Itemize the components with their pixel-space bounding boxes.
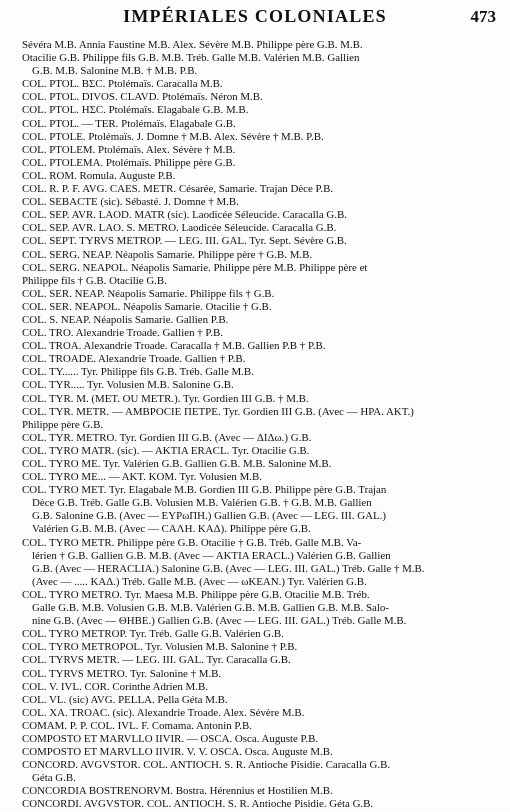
text-line: COL. PTOLE. Ptolémaïs. J. Domne † M.B. Alex. Sévère † M.B. P.B.: [22, 130, 324, 143]
text-line: nine G.B. (Avec — ΘHBE.) Gallien G.B. (Avec — LEG. III. GAL.) Tréb. Galle M.B.: [32, 615, 407, 628]
text-line: Galle G.B. M.B. Volusien G.B. M.B. Valérien G.B. M.B. Gallien G.B. M.B. Salo-: [32, 602, 389, 615]
text-line: Sévéra M.B. Annia Faustine M.B. Alex. Sévère M.B. Philippe père G.B. M.B.: [22, 39, 363, 51]
text-line: COL. PTOL. — TER. Ptolémaïs. Elagabale G.B.: [22, 117, 236, 130]
text-line: COL. PTOL. BΣC. Ptolémaïs. Caracalla M.B.: [22, 78, 223, 91]
text-line: COL. TYR. METRO. Tyr. Gordien III G.B. (Avec — ΔIΔω.) G.B.: [22, 431, 312, 444]
text-line: COL. R. P. F. AVG. CAES. METR. Césarée, Samarie. Trajan Dèce P.B.: [22, 183, 334, 196]
text-line: COL. TYRO ME... — AKT. KOM. Tyr. Volusien M.B.: [22, 471, 262, 484]
text-line: COL. TYR..... Tyr. Volusien M.B. Salonine G.B.: [22, 379, 234, 392]
text-line: COL. TYRO METROP. Tyr. Tréb. Galle G.B. Valérien G.B.: [22, 628, 284, 641]
text-line: COL. PTOLEM. Ptolémaïs. Alex. Sévère † M.B.: [22, 143, 236, 156]
text-line: G.B. Salonine G.B. (Avec — EYPωΠH.) Gallien G.B. (Avec — LEG. III. GAL.): [32, 510, 386, 523]
text-line: COL. SER. NEAP. Néapolis Samarie. Philippe fils † G.B.: [22, 287, 275, 300]
text-line: (Avec — ..... KAΔ.) Tréb. Galle M.B. (Avec — ωKEAN.) Tyr. Valérien G.B.: [32, 575, 367, 588]
text-line: COL. SER. NEAPOL. Néapolis Samarie. Otacilie † G.B.: [22, 300, 272, 313]
text-line: COL. PTOL. HΣC. Ptolémaïs. Elagabale G.B. M.B.: [22, 104, 249, 117]
text-line: COL. S. NEAP. Néapolis Samarie. Gallien P.B.: [22, 313, 229, 326]
text-line: Géta G.B.: [32, 772, 76, 785]
page-header: [0, 6, 510, 32]
text-line: COMPOSTO ET MARVLLO IIVIR. — OSCA. Osca. Auguste P.B.: [22, 732, 319, 745]
text-line: G.B. M.B. Salonine M.B. † M.B. P.B.: [32, 65, 198, 78]
text-line: COL. SEP. AVR. LAO. S. METRO. Laodicée Séleucide. Caracalla G.B.: [22, 222, 337, 235]
text-line: COL. TROADE. Alexandrie Troade. Gallien † P.B.: [22, 353, 246, 366]
page-number: 473: [470, 7, 496, 26]
text-line: CONCORDI. AVGVSTOR. COL. ANTIOCH. S. R. Antioche Pisidie. Géta G.B.: [22, 798, 374, 811]
text-line: COL. V. IVL. COR. Corinthe Adrien M.B.: [22, 680, 208, 693]
text-line: COL. PTOL. DIVOS. CLAVD. Ptolémaïs. Néron M.B.: [22, 91, 263, 104]
text-line: COL. SEPT. TYRVS METROP. — LEG. III. GAL. Tyr. Sept. Sévère G.B.: [22, 235, 347, 248]
text-line: COL. SEBACTE (sic). Sébasté. J. Domne † M.B.: [22, 196, 239, 209]
text-line: COL. TYRO METROPOL. Tyr. Volusien M.B. Salonine † P.B.: [22, 641, 298, 654]
text-line: COL. VL. (sic) AVG. PELLA. Pella Géta M.B.: [22, 693, 228, 706]
text-line: COL. TYRO MET. Tyr. Elagabale M.B. Gordien III G.B. Philippe père G.B. Trajan: [22, 484, 387, 497]
text-line: COMAM. P. P. COL. IVL. F. Comama. Antonin P.B.: [22, 719, 252, 732]
text-line: COL. TYRO MATR. (sic). — AKTIA ERACL. Tyr. Otacilie G.B.: [22, 444, 310, 457]
text-line: COMPOSTO ET MARVLLO IIVIR. V. V. OSCA. Osca. Auguste M.B.: [22, 746, 333, 759]
text-line: Otacilie G.B. Philippe fils G.B. M.B. Tréb. Galle M.B. Valérien M.B. Gallien: [22, 52, 360, 65]
text-line: Philippe père G.B.: [22, 418, 104, 431]
text-line: COL. TYR. METR. — AMBPOCIE ПETPE. Tyr. Gordien III G.B. (Avec — HPA. AKT.): [22, 405, 414, 418]
text-line: Philippe fils † G.B. Otacilie G.B.: [22, 274, 167, 287]
text-line: COL. SEP. AVR. LAOD. MATR (sic). Laodicée Séleucide. Caracalla G.B.: [22, 209, 347, 222]
text-line: Dèce G.B. Tréb. Galle G.B. Volusien M.B. Valérien G.B. † G.B. M.B. Gallien: [32, 497, 372, 510]
text-line: COL. TYRVS METRO. Tyr. Salonine † M.B.: [22, 667, 222, 680]
text-line: COL. XA. TROAC. (sic). Alexandrie Troade. Alex. Sévère M.B.: [22, 706, 305, 719]
text-line: G.B. (Avec — HERACLIA.) Salonine G.B. (Avec — LEG. III. GAL.) Tréb. Galle † M.B.: [32, 562, 425, 575]
text-body: [22, 39, 504, 812]
text-line: COL. TRO. Alexandrie Troade. Gallien † P.B.: [22, 327, 223, 340]
text-line: COL. SERG. NEAPOL. Néapolis Samarie. Philippe père M.B. Philippe père et: [22, 261, 368, 274]
text-line: COL. ROM. Romula. Auguste P.B.: [22, 169, 176, 182]
text-line: CONCORDIA BOSTRENORVM. Bostra. Hérennius et Hostilien M.B.: [22, 785, 333, 798]
text-line: COL. SERG. NEAP. Néapolis Samarie. Philippe père † G.B. M.B.: [22, 248, 313, 261]
text-line: COL. PTOLEMA. Ptolémaïs. Philippe père G.B.: [22, 156, 236, 169]
text-line: CONCORD. AVGVSTOR. COL. ANTIOCH. S. R. Antioche Pisidie. Caracalla G.B.: [22, 759, 391, 772]
text-line: COL. TYRO ME. Tyr. Valérien G.B. Gallien G.B. M.B. Salonine M.B.: [22, 458, 332, 470]
running-title: IMPÉRIALES COLONIALES: [123, 6, 387, 26]
text-line: Valérien G.B. M.B. (Avec — CAΛH. KAΔ). Philippe père G.B.: [32, 523, 311, 536]
text-line: COL. TYRO METRO. Tyr. Maesa M.B. Philippe père G.B. Otacilie M.B. Tréb.: [22, 588, 370, 601]
text-line: COL. TYR. M. (MET. OU METR.). Tyr. Gordien III G.B. † M.B.: [22, 392, 309, 405]
text-line: COL. TROA. Alexandrie Troade. Caracalla † M.B. Gallien P.B † P.B.: [22, 340, 326, 353]
text-line: COL. TYRO METR. Philippe père G.B. Otacilie † G.B. Tréb. Galle M.B. Va-: [22, 536, 362, 549]
text-line: COL. TYRVS METR. — LEG. III. GAL. Tyr. Caracalla G.B.: [22, 654, 291, 667]
text-line: COL. TY...... Tyr. Philippe fils G.B. Tréb. Galle M.B.: [22, 366, 254, 379]
text-line: lérien † G.B. Gallien G.B. M.B. (Avec — AKTIA ERACL.) Valérien G.B. Gallien: [32, 549, 391, 562]
